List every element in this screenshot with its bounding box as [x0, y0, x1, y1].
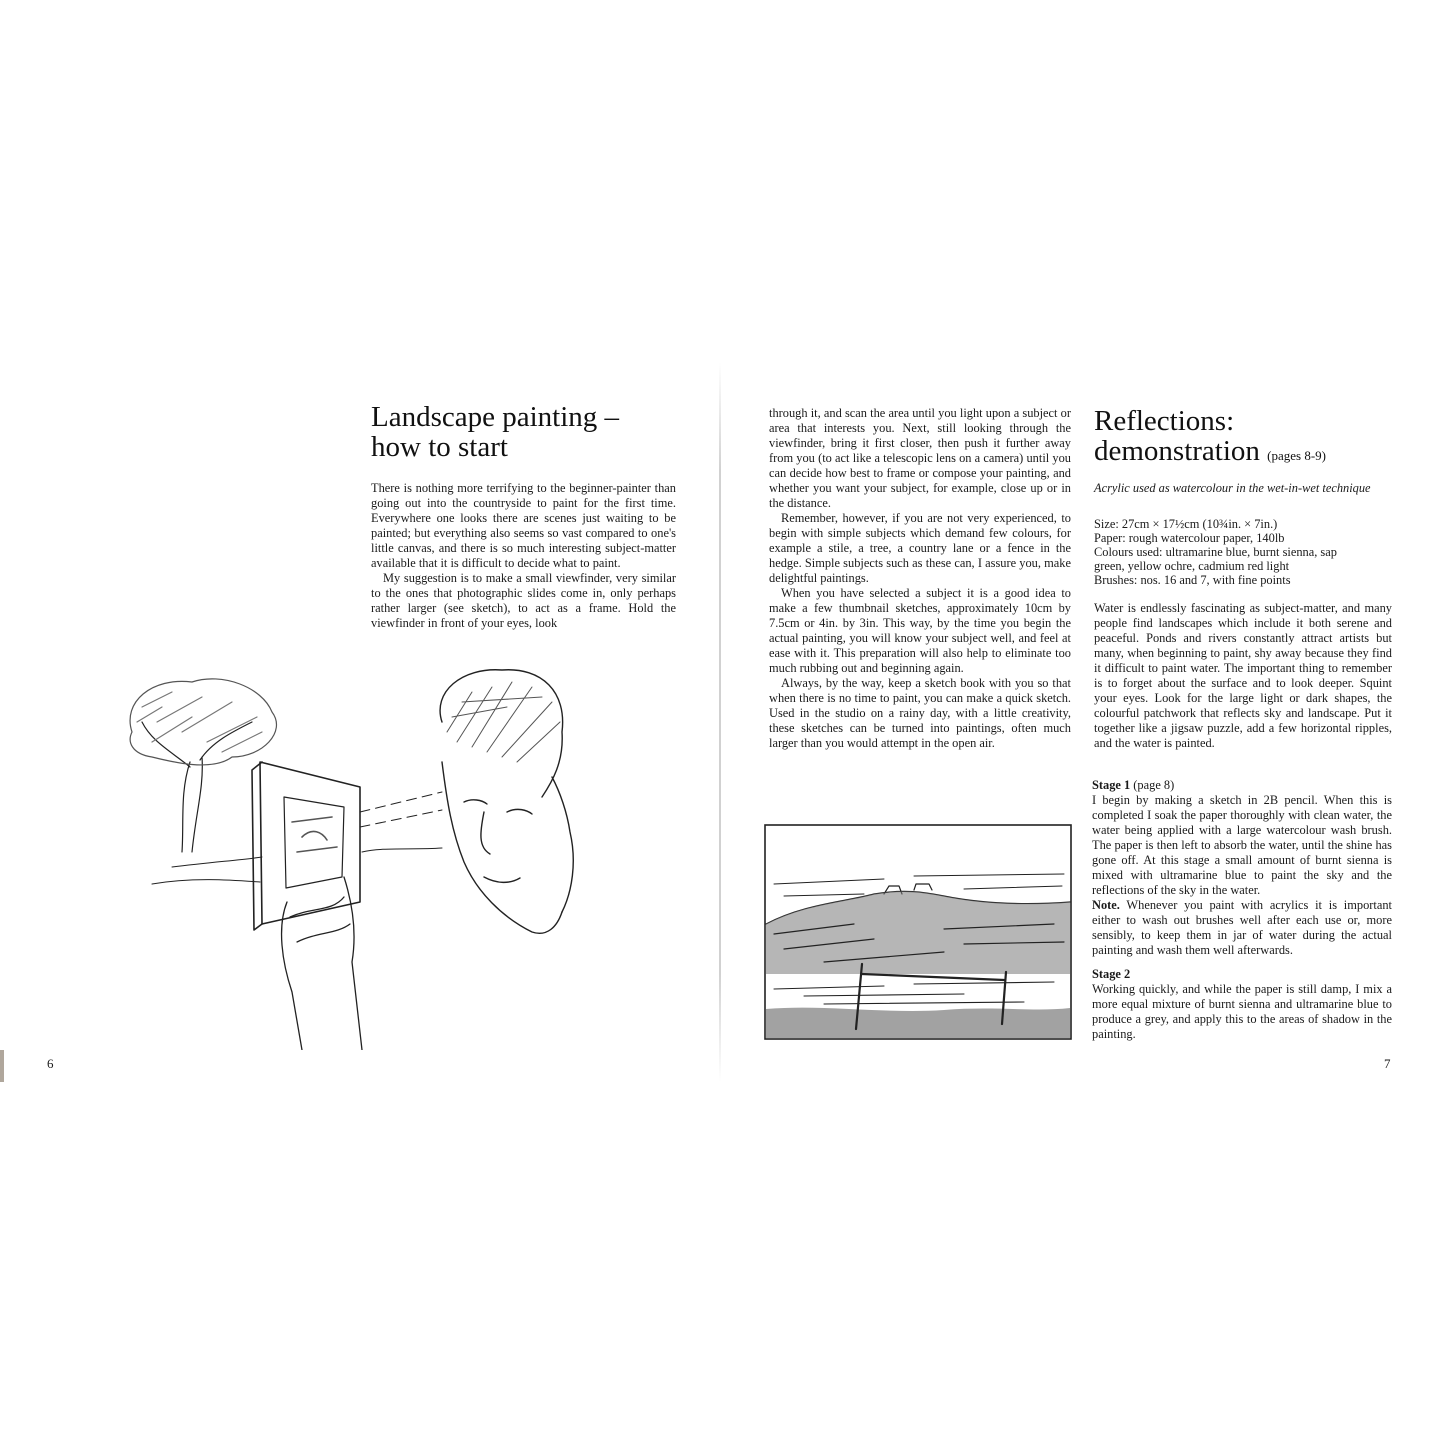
middle-paragraph-3: When you have selected a subject it is a good idea to make a few thumbnail sketches, approximately 10cm by 7.5cm or 4in. by 3in. This way, by the time you begin the actual painting, you will know your subject well, and feel at ease with it. This preparation will also help to eliminate too much rubbing out and beginning again.: [769, 586, 1071, 675]
technique-subtitle: Acrylic used as watercolour in the wet-in-wet technique: [1094, 481, 1371, 495]
left-page-heading: [371, 402, 619, 462]
landscape-sketch-illustration: [764, 824, 1072, 1040]
right-page-number: 7: [1384, 1056, 1391, 1071]
stage-1-text: I begin by making a sketch in 2B pencil. When this is completed I soak the paper thoroughly with clean water, the water being applied with a large watercolour wash brush. The paper is then left to absorb the water, until the shine has gone off. At this stage a small amount of burnt sienna is mixed with ultramarine blue to paint the sky and the reflections of the sky in the water.: [1092, 793, 1392, 897]
middle-paragraph-1: through it, and scan the area until you light upon a subject or area that interests you. Next, still looking through the viewfinder, bring it first closer, then push it further away from you (to act like a telescopic lens on a camera) until you can decide how best to frame or compose your painting, and whether you want your subject, for example, close up or in the distance.: [769, 406, 1071, 510]
stage-2-section: [1092, 967, 1392, 1042]
materials-specs: [1094, 517, 1337, 587]
stage-1-page-ref: (page 8): [1130, 778, 1175, 792]
right-page-first-column: [769, 406, 1071, 751]
right-page-heading: [1094, 406, 1326, 471]
page-edge-mark: [0, 1050, 4, 1082]
spec-colours-cont: green, yellow ochre, cadmium red light: [1094, 559, 1290, 573]
right-heading-line1: Reflections:: [1094, 405, 1235, 437]
book-spine-gutter: [719, 362, 721, 1082]
face-sketch: [440, 670, 573, 934]
spec-size: Size: 27cm × 17½cm (10¾in. × 7in.): [1094, 517, 1278, 531]
middle-paragraph-4: Always, by the way, keep a sketch book with you so that when there is no time to paint, you can make a quick sketch. Used in the studio on a rainy day, with a little creativity, these sketches can be turned into paintings, often much larger than you would attempt in the open air.: [769, 676, 1071, 750]
left-paragraph-2: My suggestion is to make a small viewfinder, very similar to the ones that photographic slides come in, only perhaps rather larger (see sketch), to act as a frame. Hold the viewfinder in front of your eyes, look: [371, 571, 676, 630]
right-heading-pages: (pages 8-9): [1267, 448, 1327, 463]
left-page-body: [371, 481, 676, 631]
intro-paragraph: Water is endlessly fascinating as subject-matter, and many people find landscapes which include it both serene and peaceful. Ponds and rivers constantly attract artists but many, when beginning to paint, shy away because they find it difficult to paint water. The important thing to remember is to forget about the surface and to look deeper. Squint your eyes. Look for the large light or dark shapes, the colourful patchwork that reflects sky and landscape. Put it together like a jigsaw puzzle, add a few horizontal ripples, and the water is painted.: [1094, 601, 1392, 750]
tree-sketch: [130, 679, 276, 852]
stage-2-heading: Stage 2: [1092, 967, 1131, 981]
spec-colours: Colours used: ultramarine blue, burnt sienna, sap: [1094, 545, 1337, 559]
left-paragraph-1: There is nothing more terrifying to the beginner-painter than going out into the countryside to paint for the first time. Everywhere one looks there are scenes just waiting to be painted; but everything also seems so vast compared to one's little canvas, and there is so much interesting subject-matter available that it is difficult to decide what to paint.: [371, 481, 676, 570]
stage-2-text: Working quickly, and while the paper is still damp, I mix a more equal mixture of burnt sienna and ultramarine blue to produce a grey, and apply this to the areas of shadow in the painting.: [1092, 982, 1392, 1041]
left-heading-line2: how to start: [371, 431, 508, 463]
middle-paragraph-2: Remember, however, if you are not very experienced, to begin with simple subjects which demand few colours, for example a stile, a tree, a country lane or a fence in the hedge. Simple subjects such as these can, I assure you, make delightful paintings.: [769, 511, 1071, 585]
stage-1-heading: Stage 1: [1092, 778, 1131, 792]
right-heading-line2: demonstration: [1094, 435, 1260, 467]
spec-paper: Paper: rough watercolour paper, 140lb: [1094, 531, 1285, 545]
stage-1-section: [1092, 778, 1392, 958]
spec-brushes: Brushes: nos. 16 and 7, with fine points: [1094, 573, 1291, 587]
note-label: Note.: [1092, 898, 1120, 912]
left-heading-line1: Landscape painting –: [371, 401, 620, 433]
viewfinder-sketch-illustration: [112, 662, 602, 1050]
hand-sketch: [282, 877, 362, 1050]
left-page-number: 6: [47, 1056, 54, 1071]
note-text: Whenever you paint with acrylics it is important either to wash out brushes well after each use or, more sensibly, to keep them in jar of water during the actual painting and wash them well afterwards.: [1092, 898, 1392, 957]
viewfinder-frame-sketch: [252, 762, 360, 930]
